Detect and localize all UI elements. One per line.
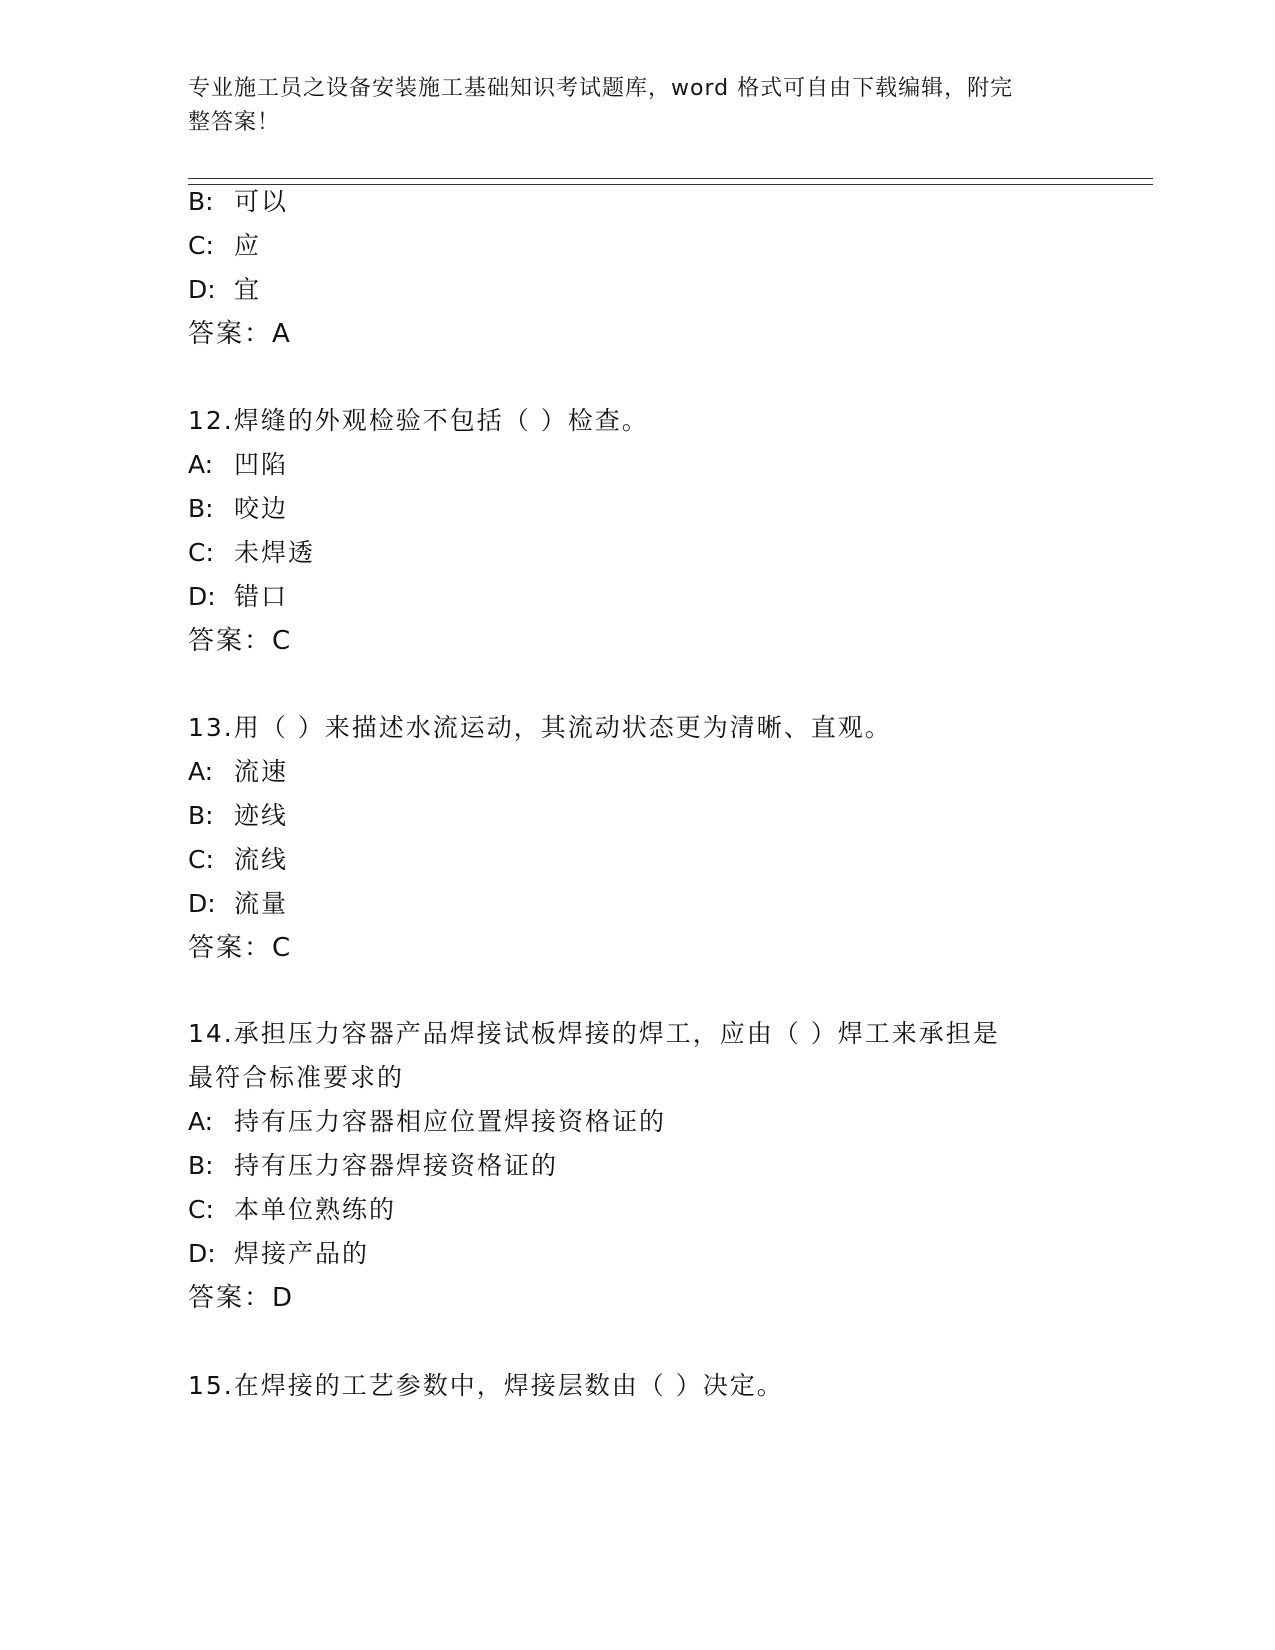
option-letter: D: [188,1239,216,1268]
option-text: 焊接产品的 [234,1239,370,1268]
option-text: 凹陷 [234,450,289,479]
option-text: 未焊透 [234,538,316,567]
option-letter: D: [188,275,216,304]
option-letter: C: [188,231,214,260]
option-text: 宜 [234,275,262,304]
header-title-line-1: 专业施工员之设备安装施工基础知识考试题库，word 格式可自由下载编辑，附完 [188,76,1014,101]
q14-option-a [188,1106,666,1138]
header-divider-bottom [188,184,1153,185]
q12-answer: 答案：C [188,626,293,656]
page-header [188,72,1068,140]
option-letter: C: [188,845,214,874]
q12-option-c [188,537,315,569]
option-letter: B: [188,801,214,830]
q13-option-b [188,800,288,832]
q11-answer: 答案：A [188,319,292,349]
q12-option-b [188,493,288,525]
q14-option-d [188,1238,369,1270]
q14-option-c [188,1194,396,1226]
q12-option-a [188,449,288,481]
option-text: 持有压力容器焊接资格证的 [234,1151,559,1180]
q13-answer: 答案：C [188,933,293,963]
option-letter: B: [188,1151,214,1180]
header-divider-top [188,178,1153,179]
option-text: 流速 [234,757,289,786]
option-text: 错口 [234,582,289,611]
option-text: 持有压力容器相应位置焊接资格证的 [234,1107,667,1136]
q13-option-c [188,844,288,876]
option-letter: B: [188,494,214,523]
q11-option-b [188,186,288,218]
option-text: 应 [234,231,262,260]
option-letter: C: [188,538,214,567]
q12-question: 12.焊缝的外观检验不包括（ ）检查。 [188,406,649,435]
q13-option-a [188,756,288,788]
option-letter: C: [188,1195,214,1224]
option-text: 咬边 [234,494,289,523]
option-letter: A: [188,1107,214,1136]
option-letter: A: [188,450,214,479]
option-text: 流量 [234,889,289,918]
q13-option-d [188,888,288,920]
q14-question-line-1: 14.承担压力容器产品焊接试板焊接的焊工，应由（ ）焊工来承担是 [188,1019,1000,1048]
option-text: 本单位熟练的 [234,1195,397,1224]
option-letter: B: [188,187,214,216]
q12-option-d [188,581,288,613]
q13-question: 13.用（ ）来描述水流运动，其流动状态更为清晰、直观。 [188,713,892,742]
header-title-line-2: 整答案！ [188,110,281,135]
option-letter: A: [188,757,214,786]
q11-option-d [188,274,261,306]
q14-question-line-2: 最符合标准要求的 [188,1063,405,1092]
option-letter: D: [188,889,216,918]
option-letter: D: [188,582,216,611]
option-text: 迹线 [234,801,289,830]
q14-answer: 答案：D [188,1283,295,1313]
q11-option-c [188,230,261,262]
option-text: 可以 [234,187,289,216]
q15-question: 15.在焊接的工艺参数中，焊接层数由（ ）决定。 [188,1371,784,1400]
option-text: 流线 [234,845,289,874]
q14-option-b [188,1150,558,1182]
